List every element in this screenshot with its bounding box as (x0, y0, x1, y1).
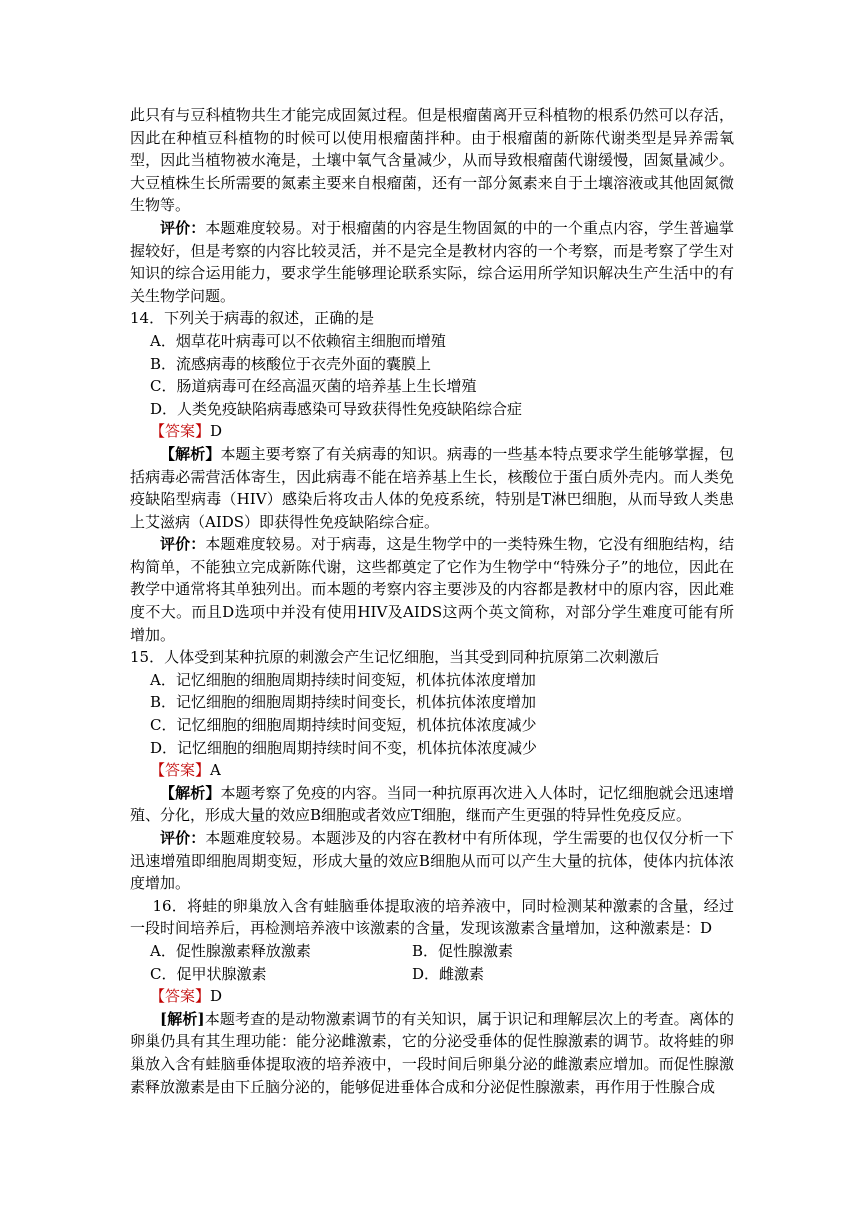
answer-label: 【答案】 (150, 422, 211, 441)
comment-text: 本题难度较易。对于病毒，这是生物学中的一类特殊生物，它没有细胞结构，结构简单，不能独立完成新陈代谢，这些都奠定了它作为生物学中“特殊分子”的地位，因此在教学中通常将其单独列出。而本题的考察内容主要涉及的内容都是教材中的原内容，因此难度不大。而且D选项中并没有使用HIV及AIDS这两个英文简称，对部分学生难度可能有所增加。 (130, 535, 734, 644)
question-15-answer (130, 759, 734, 782)
question-16-option-b: B．促性腺激素 (412, 941, 514, 960)
analysis-text: 本题主要考察了有关病毒的知识。病毒的一些基本特点要求学生能够掌握，包括病毒必需营活体寄生，因此病毒不能在培养基上生长，核酸位于蛋白质外壳内。而人类免疫缺陷型病毒（HIV）感染后将攻击人体的免疫系统，特别是T淋巴细胞，从而导致人类患上艾滋病（AIDS）即获得性免疫缺陷综合症。 (130, 444, 734, 531)
question-14-option-c: C．肠道病毒可在经高温灭菌的培养基上生长增殖 (150, 377, 477, 396)
question-16-option-a: A．促性腺激素释放激素 (150, 941, 311, 960)
question-14-option-d: D．人类免疫缺陷病毒感染可导致获得性免疫缺陷综合症 (150, 399, 523, 418)
question-15-analysis (130, 782, 734, 827)
question-14-analysis (130, 443, 734, 533)
question-16-answer (130, 985, 734, 1008)
comment-13-paragraph (130, 217, 734, 307)
question-16-analysis (130, 1008, 734, 1098)
answer-value: D (210, 422, 223, 441)
question-15-option-c: C．记忆细胞的细胞周期持续时间变短，机体抗体浓度减少 (150, 716, 537, 735)
comment-label: 评价： (160, 218, 206, 237)
analysis-text: 本题考察了免疫的内容。当同一种抗原再次进入人体时，记忆细胞就会迅速增殖、分化，形成大量的效应B细胞或者效应T细胞，继而产生更强的特异性免疫反应。 (130, 783, 734, 825)
question-14-comment (130, 533, 734, 646)
document-page (130, 104, 734, 1098)
question-15-option-d: D．记忆细胞的细胞周期持续时间不变，机体抗体浓度减少 (150, 738, 538, 757)
analysis-label: 【解析】 (160, 444, 221, 463)
question-15-option-a: A．记忆细胞的细胞周期持续时间变短，机体抗体浓度增加 (150, 670, 536, 689)
question-14-option-b: B．流感病毒的核酸位于衣壳外面的囊膜上 (150, 354, 432, 373)
question-16-option-d: D．雌激素 (412, 964, 485, 983)
comment-label: 评价： (160, 535, 206, 554)
question-16-options-row-2 (130, 963, 734, 986)
question-14-option-a: A．烟草花叶病毒可以不依赖宿主细胞而增殖 (150, 331, 446, 350)
question-15-option-b: B．记忆细胞的细胞周期持续时间变长，机体抗体浓度增加 (150, 693, 537, 712)
question-14-stem: 14．下列关于病毒的叙述，正确的是 (130, 309, 375, 328)
answer-label: 【答案】 (150, 761, 211, 780)
analysis-text: 本题考查的是动物激素调节的有关知识，属于识记和理解层次上的考查。离体的卵巢仍具有其生理功能：能分泌雌激素，它的分泌受垂体的促性腺激素的调节。故将蛙的卵巢放入含有蛙脑垂体提取液的培养液中，一段时间后卵巢分泌的雌激素应增加。而促性腺激素释放激素是由下丘脑分泌的，能够促进垂体合成和分泌促性腺激素，再作用于性腺合成 (130, 1009, 734, 1096)
comment-text: 本题难度较易。对于根瘤菌的内容是生物固氮的中的一个重点内容，学生普遍掌握较好，但是考察的内容比较灵活，并不是完全是教材内容的一个考察，而是考察了学生对知识的综合运用能力，要求学生能够理论联系实际，综合运用所学知识解决生产生活中的有关生物学问题。 (130, 218, 734, 305)
question-15-stem: 15．人体受到某种抗原的刺激会产生记忆细胞，当其受到同种抗原第二次刺激后 (130, 648, 660, 667)
question-14-answer (130, 420, 734, 443)
intro-paragraph: 此只有与豆科植物共生才能完成固氮过程。但是根瘤菌离开豆科植物的根系仍然可以存活，因此在种植豆科植物的时候可以使用根瘤菌拌种。由于根瘤菌的新陈代谢类型是异养需氧型，因此当植物被水淹是，土壤中氧气含量减少，从而导致根瘤菌代谢缓慢，固氮量减少。大豆植株生长所需要的氮素主要来自根瘤菌，还有一部分氮素来自于土壤溶液或其他固氮微生物等。 (130, 106, 734, 215)
analysis-label: [解析] (160, 1009, 205, 1028)
analysis-label: 【解析】 (160, 783, 221, 802)
answer-label: 【答案】 (150, 987, 211, 1006)
question-15-comment (130, 827, 734, 895)
comment-label: 评价： (160, 829, 206, 847)
answer-value: A (210, 761, 221, 780)
question-16-stem: 16．将蛙的卵巢放入含有蛙脑垂体提取液的培养液中，同时检测某种激素的含量，经过一段时间培养后，再检测培养液中该激素的含量，发现该激素含量增加，这种激素是：D (130, 896, 734, 938)
question-16-options-row-1 (130, 940, 734, 963)
comment-text: 本题难度较易。本题涉及的内容在教材中有所体现，学生需要的也仅仅分析一下迅速增殖即细胞周期变短，形成大量的效应B细胞从而可以产生大量的抗体，使体内抗体浓度增加。 (130, 829, 734, 893)
question-16-option-c: C．促甲状腺激素 (150, 964, 267, 983)
answer-value: D (210, 987, 223, 1006)
